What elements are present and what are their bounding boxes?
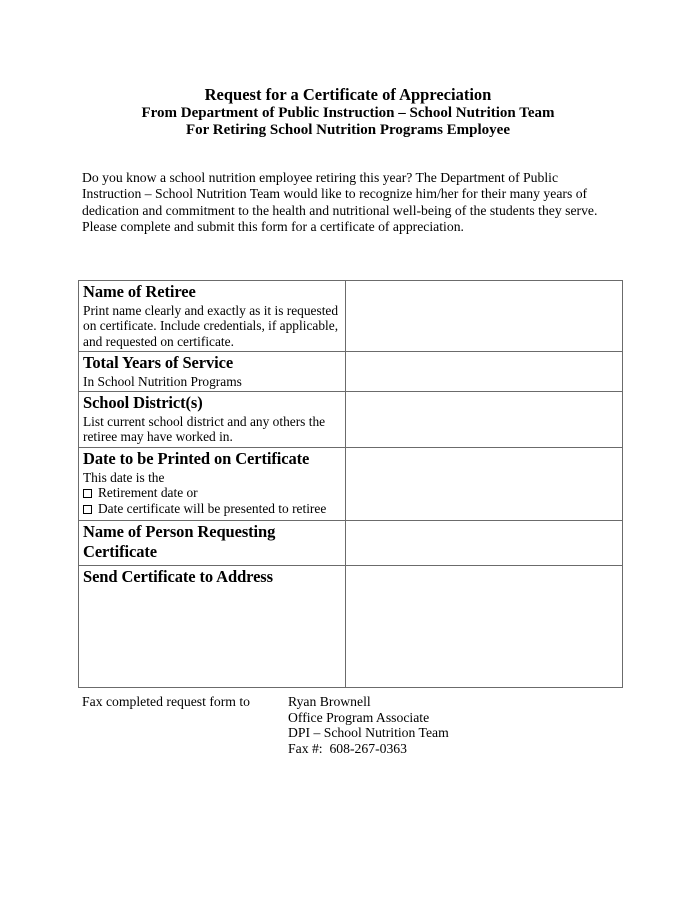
certificate-address-field[interactable]	[346, 565, 623, 687]
checkbox-label: Date certificate will be presented to retiree	[98, 501, 327, 517]
checkbox-option-retirement-date	[83, 485, 342, 501]
requester-name-field[interactable]	[346, 520, 623, 565]
fax-instruction-label: Fax completed request form to	[82, 694, 251, 709]
row-heading: School District(s)	[83, 393, 203, 413]
row-heading: Name of Person Requesting Certificate	[83, 521, 276, 562]
checkbox-option-presentation-date	[83, 501, 342, 517]
school-districts-field[interactable]	[346, 392, 623, 448]
certificate-request-form-table	[78, 280, 623, 688]
row-heading: Send Certificate to Address	[83, 566, 273, 586]
table-row-send-address	[79, 565, 623, 687]
row-description: List current school district and any others the retiree may have worked in.	[83, 413, 326, 445]
certificate-date-field[interactable]	[346, 448, 623, 521]
label-cell-requester-name	[79, 520, 346, 565]
label-cell-school-districts	[79, 392, 346, 448]
retirement-date-checkbox-icon[interactable]	[83, 489, 92, 498]
intro-paragraph: Do you know a school nutrition employee retiring this year? The Department of Public Instruction – School Nutrition Team would like to recognize him/her for their many years of dedication and commitment to the health and nutritional well-being of the students they serve. Please complete and submit this form for a certificate of appreciation.	[82, 170, 598, 235]
table-row-name-of-retiree	[79, 281, 623, 352]
table-row-certificate-date	[79, 448, 623, 521]
row-heading: Total Years of Service	[83, 353, 234, 373]
label-cell-name-of-retiree	[79, 281, 346, 352]
row-description: In School Nutrition Programs	[83, 373, 242, 389]
row-description: This date is the	[83, 469, 165, 485]
contact-fax-number: Fax #: 608-267-0363	[288, 741, 407, 757]
page-subtitle-audience: For Retiring School Nutrition Programs Employee	[186, 121, 510, 138]
contact-role: Office Program Associate	[288, 709, 430, 725]
retiree-name-field[interactable]	[346, 281, 623, 352]
presentation-date-checkbox-icon[interactable]	[83, 505, 92, 514]
table-row-school-districts	[79, 392, 623, 448]
table-row-total-years-of-service	[79, 352, 623, 392]
contact-name: Ryan Brownell	[288, 694, 371, 709]
row-heading: Name of Retiree	[83, 282, 196, 301]
label-cell-total-years	[79, 352, 346, 392]
row-heading: Date to be Printed on Certificate	[83, 449, 310, 469]
page-title: Request for a Certificate of Appreciation	[204, 85, 492, 104]
fax-contact-block	[288, 694, 449, 757]
contact-team: DPI – School Nutrition Team	[288, 725, 449, 741]
table-row-requester-name	[79, 520, 623, 565]
document-header	[0, 84, 696, 138]
checkbox-label: Retirement date or	[98, 485, 198, 501]
label-cell-send-address	[79, 565, 346, 687]
page-subtitle-department: From Department of Public Instruction – School Nutrition Team	[141, 105, 555, 121]
years-of-service-field[interactable]	[346, 352, 623, 392]
label-cell-certificate-date	[79, 448, 346, 521]
row-description: Print name clearly and exactly as it is requested on certificate. Include credentials, if applicable, and requested on certificate.	[83, 302, 339, 349]
